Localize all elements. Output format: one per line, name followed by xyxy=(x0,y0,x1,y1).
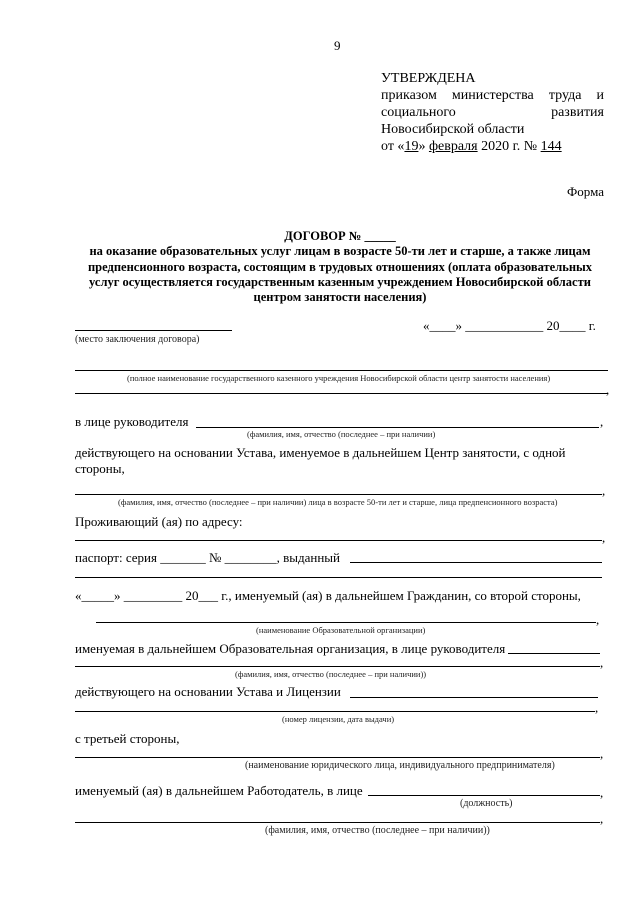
passport-label: паспорт: серия _______ № ________, выданный xyxy=(75,550,340,565)
order-number: 144 xyxy=(540,139,562,154)
entity-caption: (наименование юридического лица, индивидуального предпринимателя) xyxy=(245,760,555,771)
approval-line1-mid: министерства xyxy=(451,88,534,103)
person-caption: (фамилия, имя, отчество (последнее – при наличии) лица в возрасте 50-ти лет и старше, лица предпенсионного возраста) xyxy=(118,497,558,507)
approval-date xyxy=(381,138,604,155)
acting-charter-line1: действующего на основании Устава, именуемое в дальнейшем Центр занятости, с одной xyxy=(75,445,566,460)
edu-org-caption: (наименование Образовательной организации) xyxy=(256,625,426,635)
approval-line1-left: приказом xyxy=(381,88,437,103)
passport-issued-line[interactable] xyxy=(350,562,602,563)
contract-date-blank: «____» ____________ 20____ г. xyxy=(423,318,596,333)
comma: , xyxy=(602,530,606,545)
acting-license: действующего на основании Устава и Лицензии xyxy=(75,684,341,699)
approval-line1-right1: труда xyxy=(548,88,582,103)
org-name-line[interactable] xyxy=(75,370,608,371)
title-line4: услуг осуществляется государственным казенным учреждением Новосибирской области xyxy=(89,274,591,289)
third-party: с третьей стороны, xyxy=(75,731,180,746)
employer-position-line[interactable] xyxy=(368,795,600,796)
date-mid: » xyxy=(418,139,429,154)
license-caption: (номер лицензии, дата выдачи) xyxy=(282,714,395,724)
head-fio-line[interactable] xyxy=(196,427,599,428)
approval-line1 xyxy=(381,87,604,104)
entity-line[interactable] xyxy=(75,757,600,758)
approval-heading: УТВЕРЖДЕНА xyxy=(381,71,476,86)
edu-org-text: именуемая в дальнейшем Образовательная организация, в лице руководителя xyxy=(75,641,506,656)
edu-fio-caption: (фамилия, имя, отчество (последнее – при наличии)) xyxy=(235,669,427,679)
form-label: Форма xyxy=(567,184,604,199)
comma: , xyxy=(600,785,604,800)
approval-block xyxy=(381,70,604,155)
title-line3: предпенсионного возраста, состоящим в трудовых отношениях (оплата образовательных xyxy=(87,259,593,274)
date-year: 2020 г. № xyxy=(477,139,541,154)
license-line[interactable] xyxy=(350,697,598,698)
approval-line1-right2: и xyxy=(596,88,604,103)
in-person-of-head: в лице руководителя xyxy=(75,414,189,429)
head-fio-caption: (фамилия, имя, отчество (последнее – при наличии) xyxy=(247,429,436,439)
org-name-caption: (полное наименование государственного казенного учреждения Новосибирской области центр занятости населения) xyxy=(127,373,551,383)
approval-line2-left: социального xyxy=(381,105,456,120)
title-line5: центром занятости населения) xyxy=(253,290,427,305)
comma: , xyxy=(600,746,604,761)
acting-charter-line2: стороны, xyxy=(75,461,125,476)
approval-line3: Новосибирской области xyxy=(381,122,525,137)
date-prefix: от « xyxy=(381,139,405,154)
edu-org-line[interactable] xyxy=(96,622,596,623)
approval-line2-right: развития xyxy=(551,105,604,120)
person-line[interactable] xyxy=(75,494,602,495)
edu-head-line[interactable] xyxy=(508,653,600,654)
place-caption: (место заключения договора) xyxy=(75,334,200,345)
passport-line-2[interactable] xyxy=(75,577,602,578)
edu-head-line-2[interactable] xyxy=(75,666,600,667)
org-name-line-2[interactable] xyxy=(75,393,608,394)
comma: , xyxy=(596,612,600,627)
approval-line2 xyxy=(381,104,604,121)
residing-label: Проживающий (ая) по адресу: xyxy=(75,514,243,529)
employer-text: именуемый (ая) в дальнейшем Работодатель, в лице xyxy=(75,783,363,798)
employer-fio-line[interactable] xyxy=(75,822,600,823)
position-caption: (должность) xyxy=(460,798,513,809)
address-line[interactable] xyxy=(75,540,602,541)
comma: , xyxy=(600,655,604,670)
date-day: 19 xyxy=(404,139,419,154)
comma: , xyxy=(606,382,610,397)
comma: , xyxy=(600,414,604,429)
date-month: февраля xyxy=(428,139,478,154)
title-line1: ДОГОВОР № _____ xyxy=(284,229,396,243)
comma: , xyxy=(602,483,606,498)
citizen-date-line: «_____» _________ 20___ г., именуемый (ая) в дальнейшем Гражданин, со второй стороны, xyxy=(75,588,581,603)
employer-fio-caption: (фамилия, имя, отчество (последнее – при наличии)) xyxy=(265,825,490,836)
page-number: 9 xyxy=(334,38,341,53)
license-line-2[interactable] xyxy=(75,711,595,712)
contract-title xyxy=(60,229,620,305)
comma: , xyxy=(600,811,604,826)
comma: , xyxy=(595,700,599,715)
title-line2: на оказание образовательных услуг лицам в возрасте 50-ти лет и старше, а также лицам xyxy=(89,244,591,259)
place-line[interactable] xyxy=(75,330,232,331)
